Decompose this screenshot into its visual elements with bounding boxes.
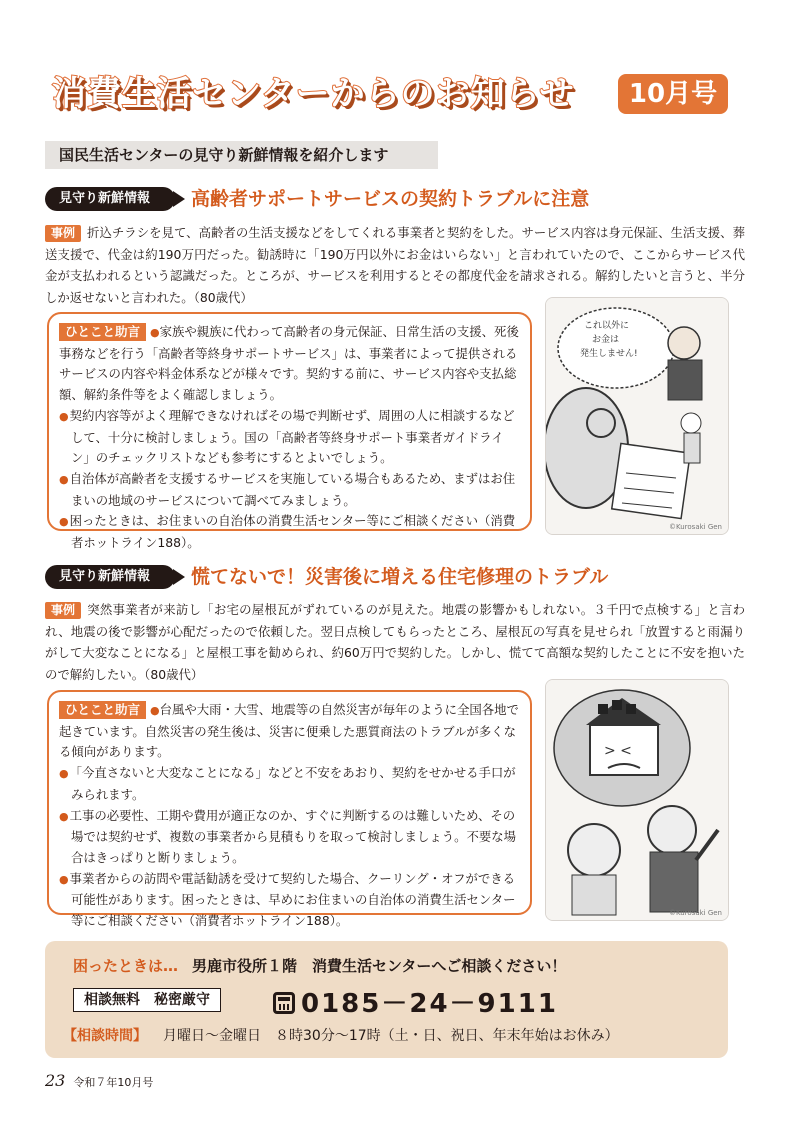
page-title: 消費生活センターからのお知らせ bbox=[52, 74, 575, 114]
advice-label: ひとこと助言 bbox=[59, 701, 146, 719]
phone-icon bbox=[273, 992, 295, 1014]
advice-box-1 bbox=[47, 312, 532, 551]
issue-date: 令和７年10月号 bbox=[73, 1076, 154, 1089]
svg-text:お金は: お金は bbox=[592, 335, 620, 345]
illustration-support-service bbox=[545, 297, 729, 535]
free-consult-badge: 相談無料 秘密厳守 bbox=[73, 988, 221, 1012]
advice-item: ● 工事の必要性、工期や費用が適正なのか、すぐに判断するのは難しいため、その場では契約せず、複数の事業者から見積もりを取って検討しましょう。不要な場合はきっぱりと断りましょう。 bbox=[59, 806, 520, 869]
svg-text:発生しません!: 発生しません! bbox=[580, 349, 638, 359]
advice-item: ひとこと助言 ●家族や親族に代わって高齢者の身元保証、日常生活の支援、死後事務などを行う「高齢者等終身サポートサービス」は、事業者によって提供されるサービスの内容や料金体系などが様々です。契約する前に、サービス内容や支払総額、解約条件等をよく確認しましょう。 bbox=[59, 324, 519, 403]
intro-bar: 国民生活センターの見守り新鮮情報を紹介します bbox=[45, 141, 438, 169]
section-title: 高齢者サポートサービスの契約トラブルに注意 bbox=[191, 188, 590, 210]
section-tag: 見守り新鮮情報 bbox=[45, 187, 175, 211]
case-body: 突然事業者が来訪し「お宅の屋根瓦がずれているのが見えた。地震の影響かもしれない。３千円で点検する」と言われ、地震の後で影響が心配だったので依頼した。翌日点検してもらったところ、屋根瓦の写真を見せられ「放置すると雨漏りがして大変なことになる」と屋根工事を勧められ、約60万円で契約した。しかし、慌てて高額な契約したことに不安を抱いたので解約したい。（80歳代） bbox=[45, 602, 745, 682]
illustration-credit: ©Kurosaki Gen bbox=[668, 523, 722, 531]
page-footer bbox=[45, 1071, 153, 1090]
contact-heading bbox=[73, 955, 566, 976]
advice-item: ● 事業者からの訪問や電話勧誘を受けて契約した場合、クーリング・オフができる可能性があります。困ったときは、早めにお住まいの自治体の消費生活センター等にご相談ください（消費者ホットライン188）。 bbox=[59, 869, 520, 932]
page-number: 23 bbox=[45, 1071, 66, 1090]
phone-number bbox=[273, 983, 558, 1020]
advice-item: ● 困ったときは、お住まいの自治体の消費生活センター等にご相談ください（消費者ホットライン188）。 bbox=[59, 511, 520, 553]
advice-item: ● 「今直さないと大変なことになる」などと不安をあおり、契約をせかせる手口がみられます。 bbox=[59, 763, 520, 805]
hours-text: 月曜日～金曜日 ８時30分～17時（土・日、祝日、年末年始はお休み） bbox=[163, 1028, 619, 1044]
issue-badge: 10月号 bbox=[618, 74, 728, 114]
illustration-drawing bbox=[546, 680, 729, 921]
case-text-2 bbox=[45, 599, 745, 685]
advice-item: ● 自治体が高齢者を支援するサービスを実施している場合もあるため、まずはお住まいの地域のサービスについて調べてみましょう。 bbox=[59, 469, 520, 511]
case-body: 折込チラシを見て、高齢者の生活支援などをしてくれる事業者と契約をした。サービス内容は身元保証、生活支援、葬送支援で、代金は約190万円だった。勧誘時に「190万円以外にお金はいらない」と言われていたので、ここからサービス代金が支払われるという認識だった。ところが、サービスを利用するとその都度代金を請求される。解約したいと言うと、半分しか返せないと言われた。（80歳代） bbox=[45, 225, 745, 305]
advice-item: ひとこと助言 ●台風や大雨・大雪、地震等の自然災害が毎年のように全国各地で起きています。自然災害の発生後は、災害に便乗した悪質商法のトラブルが多くなる傾向があります。 bbox=[59, 702, 519, 760]
svg-text:これ以外に: これ以外に bbox=[584, 321, 630, 331]
consult-hours bbox=[63, 1025, 619, 1045]
contact-box bbox=[45, 941, 728, 1058]
section-tag: 見守り新鮮情報 bbox=[45, 565, 175, 589]
phone-text: 0185－24－9111 bbox=[301, 989, 558, 1019]
case-text-1 bbox=[45, 222, 745, 308]
case-label: 事例 bbox=[45, 602, 81, 619]
header bbox=[52, 72, 732, 118]
svg-text:> <: > < bbox=[604, 743, 632, 759]
case-label: 事例 bbox=[45, 225, 81, 242]
hours-label: 【相談時間】 bbox=[63, 1028, 147, 1044]
illustration-house-repair bbox=[545, 679, 729, 921]
advice-label: ひとこと助言 bbox=[59, 323, 146, 341]
contact-office: 男鹿市役所１階 消費生活センターへご相談ください！ bbox=[192, 957, 567, 975]
advice-item: ● 契約内容等がよく理解できなければその場で判断せず、周囲の人に相談するなどして、十分に検討しましょう。国の「高齢者等終身サポート事業者ガイドライン」のチェックリストなども参考にするとよいでしょう。 bbox=[59, 406, 520, 469]
contact-lead: 困ったときは… bbox=[73, 957, 179, 975]
illustration-drawing bbox=[546, 298, 729, 535]
section-title: 慌てないで！災害後に増える住宅修理のトラブル bbox=[191, 566, 609, 588]
illustration-credit: ©Kurosaki Gen bbox=[668, 909, 722, 917]
advice-box-2 bbox=[47, 690, 532, 929]
